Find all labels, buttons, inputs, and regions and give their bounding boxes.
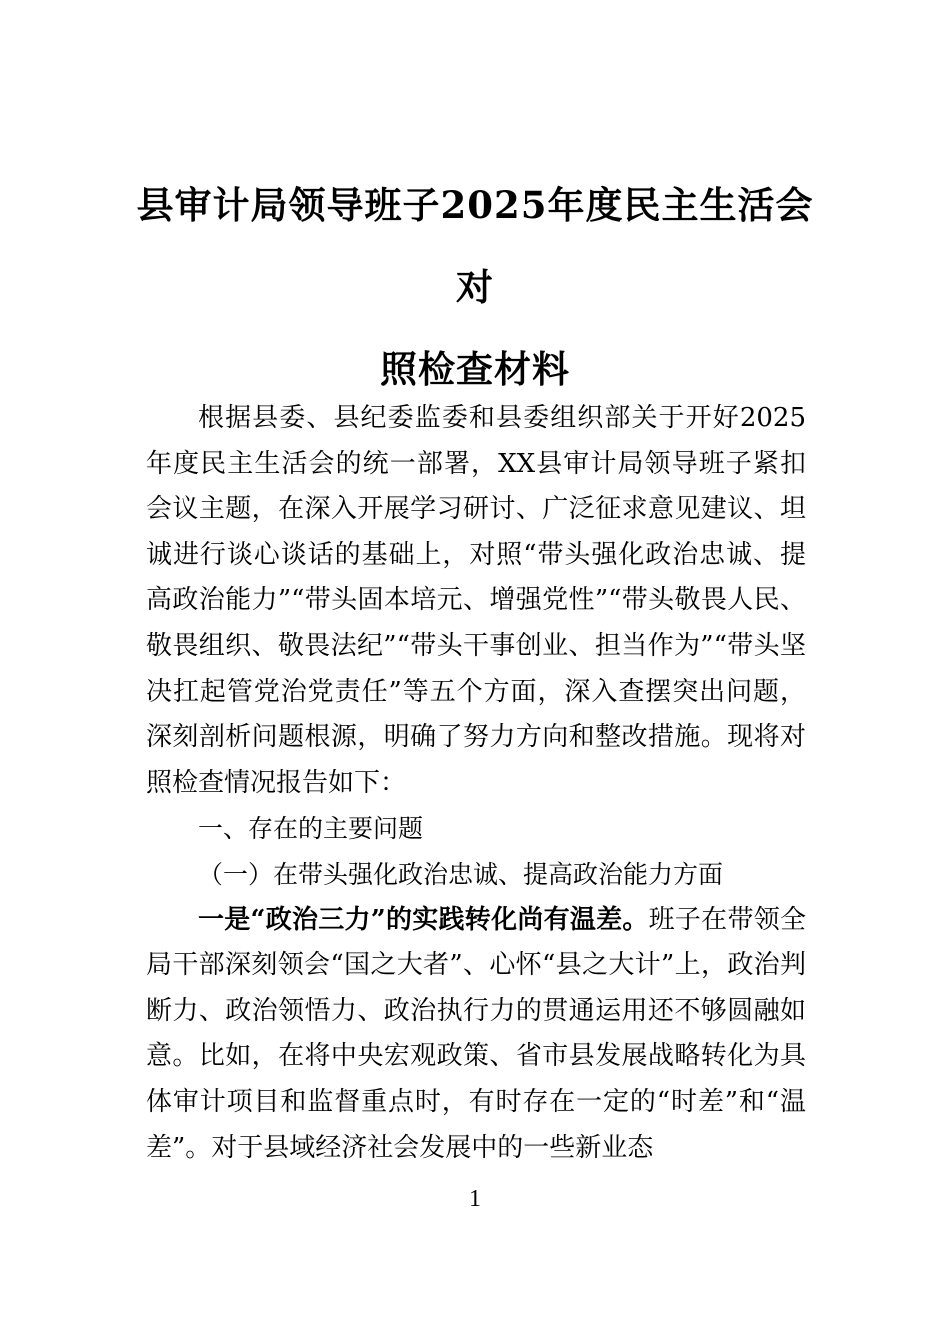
point-paragraph-1 (146, 898, 806, 1172)
title-line-2: 照检查材料 (380, 347, 570, 391)
intro-paragraph: 根据县委、县纪委监委和县委组织部关于开好2025年度民主生活会的统一部署，XX县审计局领导班子紧扣会议主题，在深入开展学习研讨、广泛征求意见建议、坦诚进行谈心谈话的基础上，对照“带头强化政治忠诚、提高政治能力”“带头固本培元、增强党性”“带头敬畏人民、敬畏组织、敬畏法纪”“带头干事创业、担当作为”“带头坚决扛起管党治党责任”等五个方面，深入查摆突出问题，深刻剖析问题根源，明确了努力方向和整改措施。现将对照检查情况报告如下： (146, 403, 806, 798)
title-line-1: 县审计局领导班子2025年度民主生活会对 (136, 183, 814, 309)
section-heading-1: 一、存在的主要问题 (198, 814, 424, 844)
document-title (120, 164, 830, 410)
document-body (146, 396, 806, 1171)
point-lead: 一是“政治三力”的实践转化尚有温差。 (198, 904, 649, 935)
page-number: 1 (469, 1186, 481, 1212)
subsection-heading-1: （一）在带头强化政治忠诚、提高政治能力方面 (198, 859, 724, 889)
point-body: 班子在带领全局干部深刻领会“国之大者”、心怀“县之大计”上，政治判断力、政治领悟力、政治执行力的贯通运用还不够圆融如意。比如，在将中央宏观政策、省市县发展战略转化为具体审计项目和监督重点时，有时存在一定的“时差”和“温差”。对于县域经济社会发展中的一些新业态 (146, 904, 806, 1163)
